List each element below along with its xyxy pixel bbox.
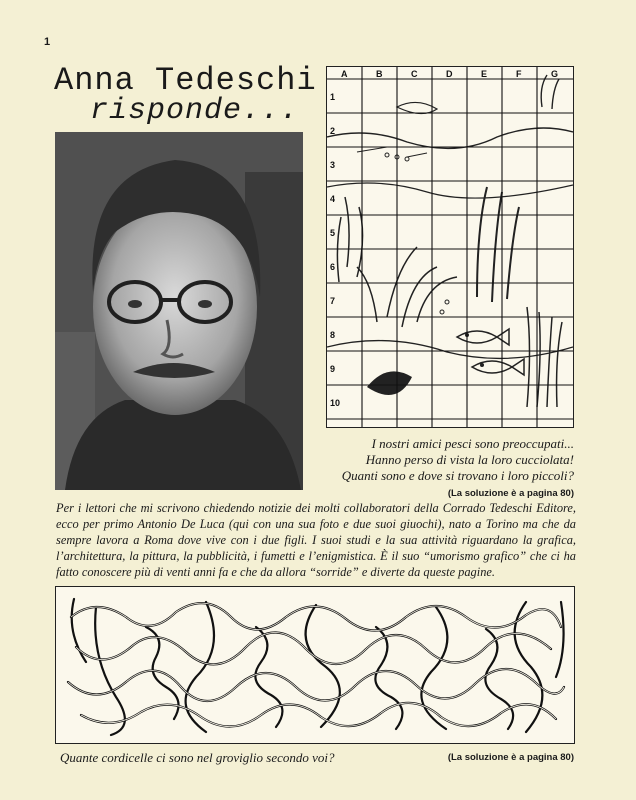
col-label: A (341, 69, 348, 79)
title-line2: risponde... (90, 94, 300, 128)
author-photo (55, 132, 303, 490)
caption-solution-note: (La soluzione è a pagina 80) (447, 488, 574, 499)
page-number: 1 (44, 36, 51, 48)
col-label: B (376, 69, 383, 79)
row-label: 6 (330, 262, 336, 272)
row-label: 2 (330, 126, 336, 136)
title-line1: Anna Tedeschi (54, 62, 317, 99)
col-label: F (516, 69, 522, 79)
article-text: Per i lettori che mi scrivono chiedendo notizie dei molti collaboratori della Corrado Tedeschi Editore, ecco per primo Antonio De Luca (qui con una sua foto e due suoi giuochi), nato a Torino ma che da sempre lavora a Roma dove vive con i due figli. I suoi studi e la sua attività riguardano la grafica, l’architettura, la pittura, la pubblicità, i fumetti e l’enigmistica. È il suo “umorismo grafico” che ci ha fatto conoscere più di venti anni fa e che da allora “sorride” e diverte da queste pagine. (56, 501, 576, 579)
row-label: 7 (330, 296, 336, 306)
row-label: 8 (330, 330, 336, 340)
caption-line: Hanno perso di vista la loro cucciolata! (365, 452, 574, 467)
caption-line: I nostri amici pesci sono preoccupati... (371, 436, 574, 451)
puzzle-caption (318, 436, 574, 502)
tangle-solution-note: (La soluzione è a pagina 80) (447, 752, 574, 763)
col-label: D (446, 69, 453, 79)
col-label: C (411, 69, 418, 79)
row-label: 3 (330, 160, 336, 170)
tangle-question: Quante cordicelle ci sono nel groviglio secondo voi? (60, 750, 335, 765)
row-label: 5 (330, 228, 336, 238)
row-label: 10 (330, 398, 341, 408)
row-label: 9 (330, 364, 336, 374)
row-label: 4 (330, 194, 336, 204)
tangle-puzzle (55, 586, 575, 744)
row-label: 1 (330, 92, 336, 102)
fish-puzzle (326, 66, 574, 428)
caption-line: Quanti sono e dove si trovano i loro piccoli? (341, 468, 574, 483)
col-label: E (481, 69, 488, 79)
col-label: G (551, 69, 559, 79)
